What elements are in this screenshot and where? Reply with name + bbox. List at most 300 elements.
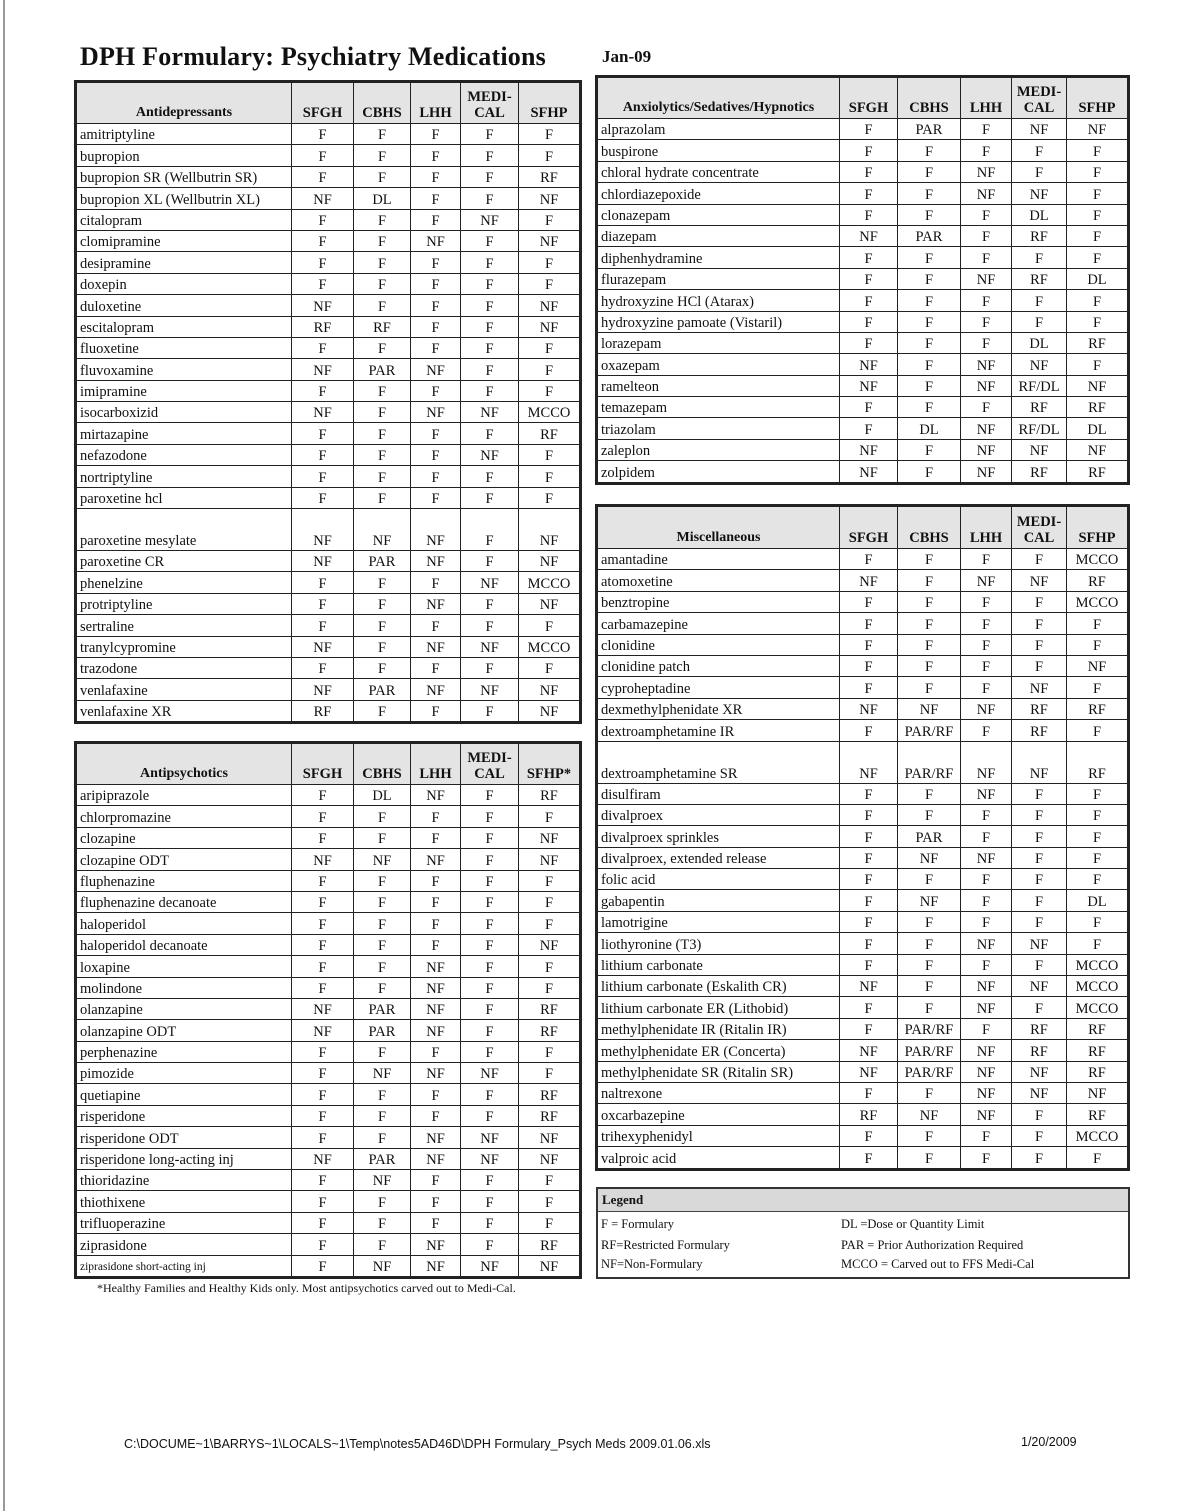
status-cell: NF [519,1255,580,1276]
status-cell: F [411,273,461,294]
status-cell: RF [1012,720,1067,741]
misc-row [598,698,1128,719]
drug-name: flurazepam [598,268,840,289]
drug-name: valproic acid [598,1147,840,1168]
status-cell: NF [1012,741,1067,783]
status-cell: F [461,1041,519,1062]
status-cell: F [354,380,411,401]
antipsychotic-row [77,998,580,1019]
drug-name: disulfiram [598,783,840,804]
footer-file-path: C:\DOCUME~1\BARRYS~1\LOCALS~1\Temp\notes5AD46D\DPH Formulary_Psych Meds 2009.01.06.xls [124,1437,711,1451]
status-cell: F [1012,997,1067,1018]
status-cell: F [898,804,961,825]
status-cell: F [354,1234,411,1255]
status-cell: NF [519,679,580,700]
legend-dose-limit: DL =Dose or Quantity Limit [841,1217,985,1231]
drug-name: lithium carbonate (Eskalith CR) [598,976,840,997]
status-cell: F [1012,890,1067,911]
status-cell: F [292,252,354,273]
status-cell: F [519,487,580,508]
status-cell: F [461,934,519,955]
status-cell: F [519,870,580,891]
status-cell: F [461,551,519,572]
status-cell: NF [411,509,461,551]
status-cell: PAR/RF [898,1040,961,1061]
drug-name: aripiprazole [77,785,292,806]
col-cbhs: CBHS [354,83,411,124]
status-cell: NF [961,997,1012,1018]
status-cell: NF [519,593,580,614]
status-cell: F [1067,804,1128,825]
misc-row [598,783,1128,804]
misc-row [598,954,1128,975]
drug-name: gabapentin [598,890,840,911]
antidepressant-row [77,209,580,230]
col-medi-cal-label: MEDI-CAL [1016,514,1062,546]
status-cell: F [840,204,898,225]
status-cell: F [898,311,961,332]
antidepressant-row [77,145,580,166]
misc-row [598,720,1128,741]
status-cell: F [898,354,961,375]
status-cell: F [354,593,411,614]
status-cell: F [292,230,354,251]
antipsychotics-footnote: *Healthy Families and Healthy Kids only. Most antipsychotics carved out to Medi-Cal. [97,1281,516,1295]
drug-name: lamotrigine [598,911,840,932]
status-cell: F [411,1212,461,1233]
col-sfhp-star: SFHP* [519,744,580,785]
col-sfgh: SFGH [840,507,898,549]
status-cell: DL [1067,418,1128,439]
status-cell: F [354,295,411,316]
status-cell: F [1067,183,1128,204]
col-lhh: LHH [411,744,461,785]
status-cell: RF [519,785,580,806]
status-cell: NF [961,268,1012,289]
col-medi-cal-label: MEDI-CAL [1016,84,1062,116]
status-cell: F [354,166,411,187]
status-cell: F [292,870,354,891]
status-cell: F [1067,290,1128,311]
status-cell: F [898,997,961,1018]
status-cell: F [898,570,961,591]
status-cell: F [354,145,411,166]
drug-name: methylphenidate IR (Ritalin IR) [598,1018,840,1039]
antidepressant-row [77,615,580,636]
status-cell: F [411,252,461,273]
status-cell: F [1067,783,1128,804]
status-cell: F [519,145,580,166]
status-cell: F [411,466,461,487]
status-cell: F [411,487,461,508]
misc-row [598,677,1128,698]
status-cell: F [961,613,1012,634]
status-cell: F [898,655,961,676]
col-cbhs: CBHS [898,507,961,549]
status-cell: F [411,145,461,166]
status-cell: F [1012,804,1067,825]
antidepressant-row [77,551,580,572]
status-cell: F [1012,591,1067,612]
drug-name: clonazepam [598,204,840,225]
status-cell: F [411,209,461,230]
anxiolytic-row [598,461,1128,482]
status-cell: F [292,827,354,848]
status-cell: F [354,487,411,508]
status-cell: NF [1067,375,1128,396]
status-cell: F [1067,613,1128,634]
status-cell: F [411,700,461,721]
drug-name: clozapine [77,827,292,848]
status-cell: PAR [354,998,411,1019]
status-cell: F [1067,225,1128,246]
status-cell: NF [898,847,961,868]
status-cell: F [519,466,580,487]
drug-name: chloral hydrate concentrate [598,161,840,182]
misc-row [598,869,1128,890]
drug-name: clonidine [598,634,840,655]
page-date: Jan-09 [602,47,652,66]
status-cell: F [292,785,354,806]
status-cell: F [961,591,1012,612]
status-cell: F [354,806,411,827]
drug-name: diphenhydramine [598,247,840,268]
status-cell: NF [1012,677,1067,698]
drug-name: divalproex [598,804,840,825]
drug-name: pimozide [77,1063,292,1084]
status-cell: NF [961,461,1012,482]
status-cell: DL [354,785,411,806]
status-cell: RF/DL [1012,418,1067,439]
status-cell: F [354,1191,411,1212]
status-cell: F [411,657,461,678]
status-cell: F [292,1084,354,1105]
status-cell: F [461,423,519,444]
status-cell: RF [519,423,580,444]
status-cell: NF [1067,1082,1128,1103]
status-cell: RF [1067,1018,1128,1039]
antidepressant-row [77,230,580,251]
status-cell: F [961,826,1012,847]
status-cell: NF [461,636,519,657]
drug-name: trifluoperazine [77,1212,292,1233]
anxiolytic-row [598,119,1128,140]
drug-name: triazolam [598,418,840,439]
status-cell: NF [840,570,898,591]
drug-name: mirtazapine [77,423,292,444]
status-cell: F [411,1041,461,1062]
status-cell: NF [411,551,461,572]
status-cell: F [354,934,411,955]
status-cell: F [840,783,898,804]
col-lhh: LHH [961,507,1012,549]
status-cell: F [898,461,961,482]
antipsychotic-row [77,806,580,827]
status-cell: F [840,591,898,612]
status-cell: F [411,615,461,636]
status-cell: NF [411,593,461,614]
status-cell: F [898,911,961,932]
status-cell: F [961,549,1012,570]
status-cell: PAR [898,225,961,246]
status-cell: F [961,140,1012,161]
misc-row [598,1082,1128,1103]
status-cell: NF [461,1255,519,1276]
status-cell: F [840,119,898,140]
status-cell: F [898,397,961,418]
anxiolytic-row [598,161,1128,182]
status-cell: F [840,247,898,268]
status-cell: F [898,783,961,804]
col-sfhp: SFHP [1067,78,1128,119]
status-cell: F [840,1147,898,1168]
status-cell: NF [1067,439,1128,460]
status-cell: PAR [354,551,411,572]
status-cell: F [461,509,519,551]
status-cell: F [840,911,898,932]
status-cell: F [354,891,411,912]
status-cell: DL [1067,268,1128,289]
antidepressant-row [77,166,580,187]
status-cell: RF [1067,332,1128,353]
status-cell: NF [840,225,898,246]
antipsychotic-row [77,1020,580,1041]
drug-name: bupropion XL (Wellbutrin XL) [77,188,292,209]
drug-name: hydroxyzine pamoate (Vistaril) [598,311,840,332]
status-cell: NF [519,1127,580,1148]
status-cell: NF [840,698,898,719]
status-cell: F [840,1018,898,1039]
status-cell: RF [1067,1104,1128,1125]
status-cell: F [292,1212,354,1233]
status-cell: F [519,615,580,636]
antipsychotic-row [77,977,580,998]
status-cell: F [354,956,411,977]
status-cell: F [519,913,580,934]
antipsychotic-row [77,934,580,955]
status-cell: F [292,166,354,187]
status-cell: F [1067,1147,1128,1168]
status-cell: F [519,1063,580,1084]
drug-name: ziprasidone [77,1234,292,1255]
status-cell: NF [961,933,1012,954]
antipsychotic-row [77,1084,580,1105]
status-cell: F [461,785,519,806]
status-cell: F [292,593,354,614]
status-cell: F [354,230,411,251]
status-cell: F [1067,933,1128,954]
status-cell: F [519,956,580,977]
status-cell: F [411,295,461,316]
antipsychotic-row [77,1127,580,1148]
status-cell: F [461,700,519,721]
status-cell: NF [1012,354,1067,375]
antidepressant-row [77,380,580,401]
drug-name: bupropion [77,145,292,166]
scan-edge [3,0,5,1511]
status-cell: NF [411,785,461,806]
status-cell: NF [519,700,580,721]
misc-row [598,1040,1128,1061]
status-cell: DL [354,188,411,209]
status-cell: F [1012,911,1067,932]
drug-name: sertraline [77,615,292,636]
status-cell: F [292,572,354,593]
status-cell: F [898,933,961,954]
antidepressants-header: Antidepressants [77,83,292,124]
status-cell: F [1012,826,1067,847]
status-cell: F [961,655,1012,676]
status-cell: DL [1012,204,1067,225]
status-cell: NF [292,402,354,423]
status-cell: NF [519,316,580,337]
status-cell: MCCO [519,572,580,593]
status-cell: F [840,1082,898,1103]
status-cell: F [961,397,1012,418]
status-cell: PAR/RF [898,1061,961,1082]
status-cell: F [898,1125,961,1146]
drug-name: fluphenazine [77,870,292,891]
status-cell: PAR/RF [898,1018,961,1039]
status-cell: DL [1012,332,1067,353]
drug-name: ziprasidone short-acting inj [77,1255,292,1276]
status-cell: NF [411,1063,461,1084]
col-medi-cal [1012,78,1067,119]
antidepressant-row [77,423,580,444]
status-cell: F [354,870,411,891]
drug-name: bupropion SR (Wellbutrin SR) [77,166,292,187]
drug-name: zolpidem [598,461,840,482]
misc-row [598,1104,1128,1125]
status-cell: NF [461,572,519,593]
status-cell: F [461,1191,519,1212]
status-cell: NF [840,461,898,482]
drug-name: escitalopram [77,316,292,337]
col-medi-cal [461,744,519,785]
status-cell: F [411,913,461,934]
status-cell: F [461,1170,519,1191]
drug-name: chlordiazepoxide [598,183,840,204]
drug-name: clonidine patch [598,655,840,676]
status-cell: F [1012,1147,1067,1168]
status-cell: F [898,976,961,997]
anxiolytic-row [598,354,1128,375]
status-cell: F [898,183,961,204]
status-cell: F [354,700,411,721]
status-cell: F [292,891,354,912]
status-cell: F [292,1063,354,1084]
misc-row [598,655,1128,676]
status-cell: F [840,720,898,741]
status-cell: NF [1012,933,1067,954]
status-cell: F [461,657,519,678]
status-cell: F [461,252,519,273]
antipsychotic-row [77,1063,580,1084]
status-cell: NF [461,402,519,423]
misc-row [598,804,1128,825]
status-cell: F [411,870,461,891]
status-cell: NF [292,359,354,380]
status-cell: F [292,1105,354,1126]
status-cell: NF [354,509,411,551]
status-cell: F [898,140,961,161]
misc-row [598,1018,1128,1039]
status-cell: F [411,188,461,209]
status-cell: MCCO [519,402,580,423]
status-cell: F [1012,869,1067,890]
status-cell: F [292,806,354,827]
status-cell: F [1012,634,1067,655]
status-cell: F [961,677,1012,698]
antipsychotic-row [77,827,580,848]
status-cell: NF [961,375,1012,396]
status-cell: MCCO [1067,976,1128,997]
status-cell: F [461,891,519,912]
status-cell: F [1067,911,1128,932]
status-cell: F [1067,161,1128,182]
status-cell: F [461,466,519,487]
status-cell: PAR [354,1020,411,1041]
status-cell: F [840,933,898,954]
status-cell: F [461,849,519,870]
status-cell: F [461,615,519,636]
status-cell: F [840,1125,898,1146]
status-cell: F [411,827,461,848]
status-cell: RF [519,1234,580,1255]
status-cell: F [961,890,1012,911]
status-cell: F [898,869,961,890]
drug-name: lorazepam [598,332,840,353]
antidepressants-table [76,82,580,722]
drug-name: molindone [77,977,292,998]
status-cell: F [898,161,961,182]
status-cell: F [840,826,898,847]
status-cell: F [354,657,411,678]
status-cell: RF [519,998,580,1019]
drug-name: dextroamphetamine SR [598,741,840,783]
status-cell: F [840,268,898,289]
status-cell: F [354,827,411,848]
col-sfgh: SFGH [840,78,898,119]
status-cell: F [354,466,411,487]
misc-row [598,1125,1128,1146]
drug-name: dextroamphetamine IR [598,720,840,741]
drug-name: cyproheptadine [598,677,840,698]
drug-name: oxazepam [598,354,840,375]
legend-formulary: F = Formulary [601,1217,675,1231]
anxiolytic-row [598,247,1128,268]
antidepressant-row [77,359,580,380]
status-cell: NF [1012,183,1067,204]
status-cell: NF [961,1061,1012,1082]
status-cell: F [840,847,898,868]
status-cell: NF [292,188,354,209]
status-cell: F [898,613,961,634]
status-cell: F [519,359,580,380]
status-cell: F [292,487,354,508]
col-medi-cal [461,83,519,124]
status-cell: F [961,247,1012,268]
legend-non-formulary: NF=Non-Formulary [601,1257,703,1271]
status-cell: F [461,166,519,187]
status-cell: F [840,804,898,825]
status-cell: NF [519,551,580,572]
status-cell: F [411,124,461,145]
page-title: DPH Formulary: Psychiatry Medications [80,42,546,71]
status-cell: NF [961,976,1012,997]
status-cell: RF [1012,268,1067,289]
misc-row [598,911,1128,932]
